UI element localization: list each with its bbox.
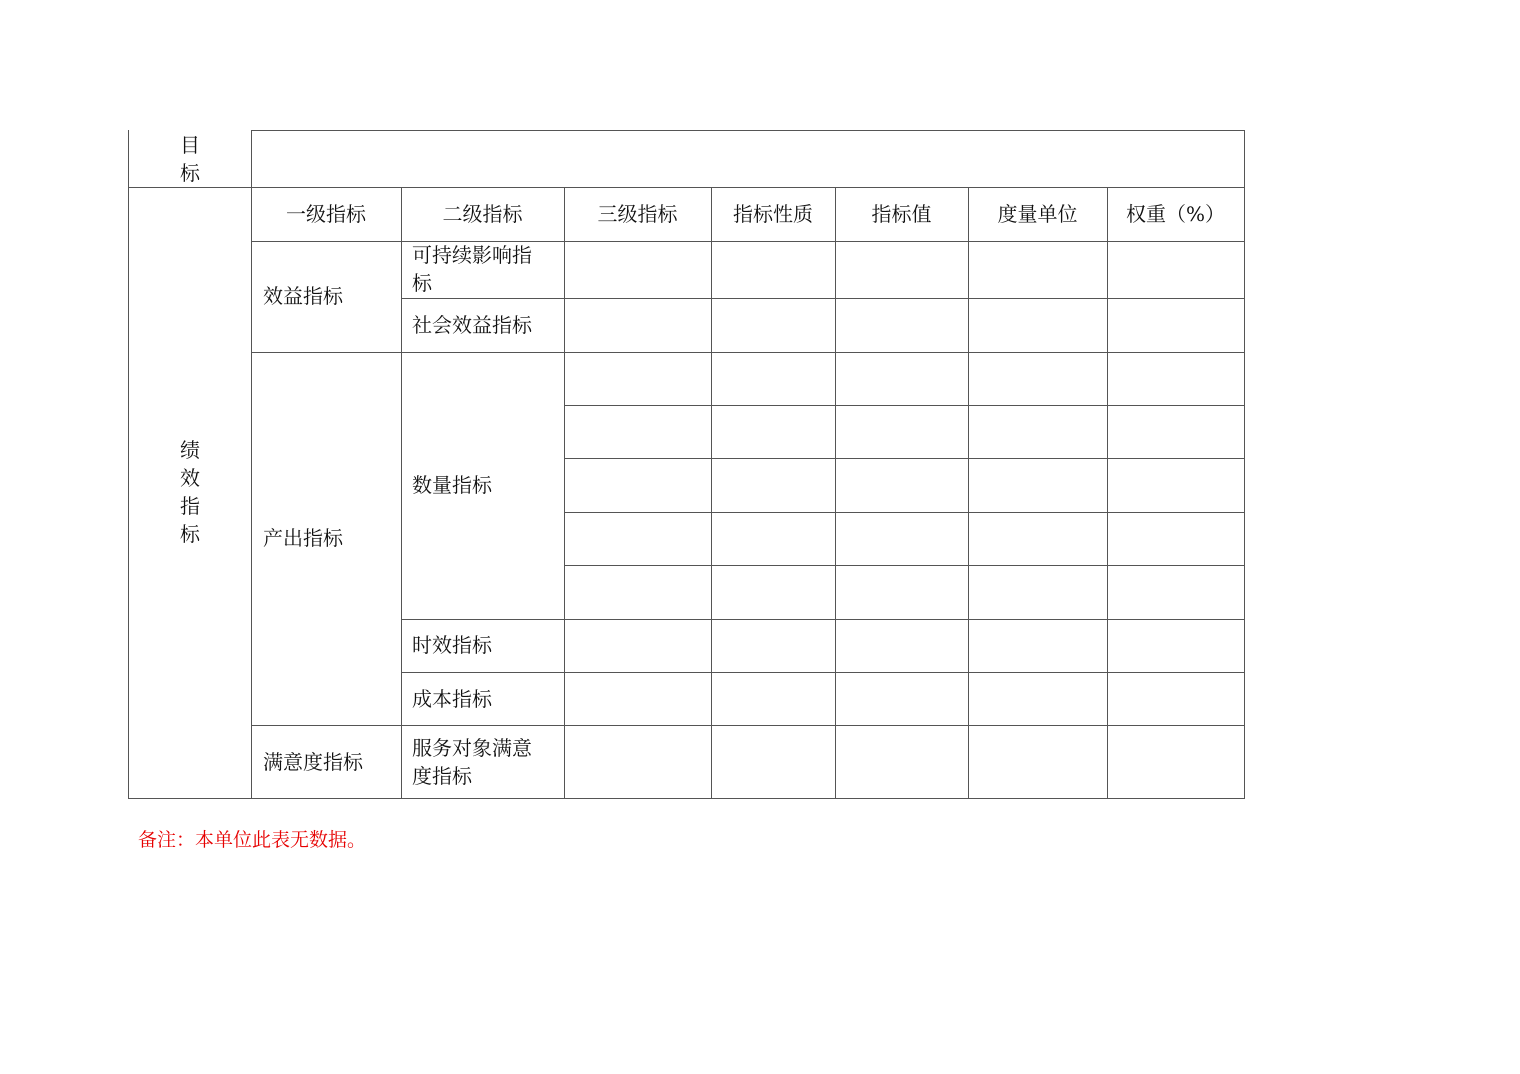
row-line (401, 619, 1245, 620)
performance-label: 绩 效 指 标 (180, 438, 200, 546)
footnote: 备注：本单位此表无数据。 (138, 829, 367, 851)
col-line (564, 187, 565, 799)
header-weight: 权重（%） (1125, 202, 1225, 226)
border-right (1244, 130, 1245, 799)
col-line (401, 187, 402, 799)
row-line (401, 672, 1245, 673)
row-line (564, 565, 1245, 566)
row-line (564, 458, 1245, 459)
header-level3: 三级指标 (597, 202, 678, 226)
header-value: 指标值 (871, 202, 932, 226)
border-top (251, 130, 1245, 131)
header-unit: 度量单位 (997, 202, 1078, 226)
level1-benefit: 效益指标 (263, 284, 343, 308)
row-line (401, 298, 1245, 299)
target-label: 目 标 (180, 133, 200, 185)
level2-quantity: 数量指标 (412, 473, 492, 497)
col-line (1107, 187, 1108, 799)
col-line (711, 187, 712, 799)
level2-social: 社会效益指标 (412, 313, 532, 337)
border-left (128, 130, 129, 799)
row-line (128, 187, 1245, 188)
header-level2: 二级指标 (442, 202, 523, 226)
row-line (564, 512, 1245, 513)
border-bottom (128, 798, 1245, 799)
level2-timeliness: 时效指标 (412, 633, 492, 657)
row-line (564, 405, 1245, 406)
level1-satisfaction: 满意度指标 (263, 750, 363, 774)
level1-output: 产出指标 (263, 526, 343, 550)
col-line (835, 187, 836, 799)
level2-service-satisfaction: 服务对象满意 度指标 (412, 736, 532, 788)
col-line (251, 130, 252, 799)
level2-cost: 成本指标 (412, 687, 492, 711)
header-level1: 一级指标 (286, 202, 366, 226)
level2-sustainable: 可持续影响指 标 (412, 243, 532, 295)
header-nature: 指标性质 (733, 202, 813, 226)
col-line (968, 187, 969, 799)
